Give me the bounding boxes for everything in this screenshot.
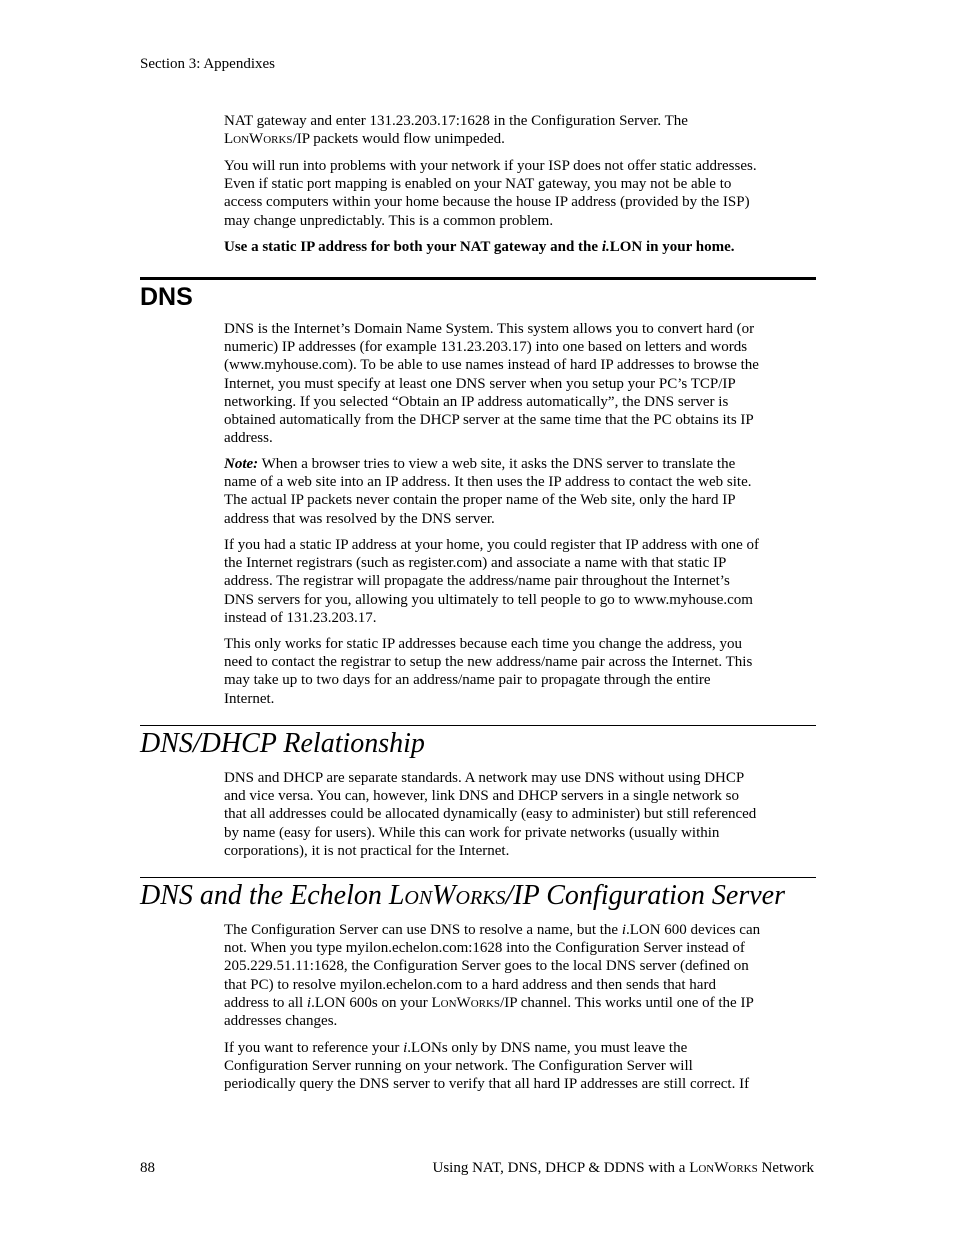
text-line: networking. If you selected “Obtain an IP address automatically”, the DNS server is	[224, 393, 729, 410]
text-line: may take up to two days for an address/name pair to propagate through the entire	[224, 672, 711, 689]
footer-run: Network	[757, 1160, 814, 1176]
note-label: Note:	[224, 456, 259, 472]
dns-paragraph-4	[224, 635, 804, 708]
text-run: If you want to reference your	[224, 1040, 404, 1056]
text-line: not. When you type myilon.echelon.com:1628 into the Configuration Server instead of	[224, 940, 745, 957]
text-run: The Configuration Server can use DNS to resolve a name, but the	[224, 922, 622, 938]
text-line: (www.myhouse.com). To be able to use names instead of hard IP addresses to browse the	[224, 357, 759, 374]
text-line: numeric) IP addresses (for example 131.23.203.17) into one based on letters and words	[224, 339, 748, 356]
text-line: access computers within your home because the house IP address (provided by the ISP)	[224, 194, 750, 211]
footer-run: Using NAT, DNS, DHCP & DDNS with a	[432, 1160, 690, 1176]
dns-paragraph-3	[224, 536, 804, 627]
text-run: i	[403, 1040, 408, 1056]
text-line: name of a web site into an IP address. It then uses the IP address to contact the web site.	[224, 474, 752, 491]
text-line: address that was resolved by the DNS server.	[224, 510, 495, 527]
lonworks-term: LonWorks	[431, 994, 501, 1011]
text-line: DNS servers for you, allowing you ultimately to tell people to go to www.myhouse.com	[224, 591, 753, 608]
text-line: that PC) to resolve myilon.echelon.com to a hard address and then sends that hard	[224, 976, 716, 993]
text-line: The actual IP packets never contain the proper name of the Web site, only the hard IP	[224, 492, 736, 509]
text-line: address. The registrar will propagate the address/name pair throughout the Internet’s	[224, 573, 730, 590]
running-header: Section 3: Appendixes	[140, 56, 275, 72]
text-line: corporations), it is not practical for the Internet.	[224, 842, 510, 859]
dhcp-paragraph	[224, 769, 804, 860]
text-run: .LON 600s on your	[311, 994, 432, 1011]
text-line: DNS and DHCP are separate standards. A network may use DNS without using DHCP	[224, 770, 745, 786]
text-line: Even if static port mapping is enabled on your NAT gateway, you may not be able to	[224, 176, 732, 193]
heading-run: /IP Configuration Server	[505, 880, 785, 911]
text-line: You will run into problems with your network if your ISP does not offer static addresses.	[224, 158, 757, 174]
dns-paragraph-1	[224, 320, 804, 447]
text-line: Internet.	[224, 690, 275, 707]
text-run: When a browser tries to view a web site, it asks the DNS server to translate the	[258, 456, 736, 472]
text-line: by name (easy for users). While this can work for private networks (usually within	[224, 824, 720, 841]
text-line: /IP packets would flow unimpeded.	[292, 131, 505, 148]
text-line: and vice versa. You can, however, link DNS and DHCP servers in a single network so	[224, 788, 740, 805]
text-run: Use a static IP address for both your NAT gateway and the	[224, 239, 602, 255]
echelon-paragraph-2	[224, 1039, 804, 1094]
text-run: /IP channel. This works until one of the IP	[500, 994, 754, 1011]
lonworks-term: LonWorks	[224, 131, 293, 148]
section-rule	[140, 725, 816, 726]
text-run: i	[306, 994, 312, 1011]
heading-dns-dhcp-relationship: DNS/DHCP Relationship	[140, 728, 425, 759]
text-line: may change unpredictably. This is a common problem.	[224, 212, 554, 229]
text-line: NAT gateway and enter 131.23.203.17:1628 in the Configuration Server. The	[224, 113, 688, 129]
section-rule	[140, 877, 816, 878]
text-line: DNS is the Internet’s Domain Name System. This system allows you to convert hard (or	[224, 321, 755, 337]
intro-paragraph-1	[224, 112, 804, 148]
dns-note-paragraph	[224, 455, 804, 528]
text-run: LON in your home.	[609, 239, 735, 255]
text-line: This only works for static IP addresses because each time you change the address, you	[224, 636, 743, 652]
lonworks-term: LonWorks	[388, 880, 506, 911]
text-line: 205.229.51.11:1628, the Configuration Server goes to the local DNS server (defined on	[224, 958, 749, 975]
heading-echelon-config-server	[140, 879, 785, 913]
text-line: address.	[224, 430, 273, 447]
echelon-paragraph-1	[224, 921, 804, 1030]
text-line: periodically query the DNS server to verify that all hard IP addresses are still correct. If	[224, 1076, 750, 1093]
text-line: instead of 131.23.203.17.	[224, 609, 377, 626]
text-line: that all addresses could be allocated dynamically (easy to administer) but still referenced	[224, 806, 757, 823]
text-line: obtained automatically from the DHCP server at the same time that the PC obtains its IP	[224, 412, 754, 429]
text-run: i	[621, 922, 626, 938]
text-run: address to all	[224, 994, 307, 1011]
running-footer-title	[433, 1160, 815, 1177]
heading-dns: DNS	[140, 283, 193, 311]
section-rule	[140, 277, 816, 280]
text-run: .LON 600 devices can	[625, 922, 761, 938]
text-run: .LONs only by DNS name, you must leave the	[407, 1040, 688, 1056]
text-line: Configuration Server running on your network. The Configuration Server will	[224, 1058, 693, 1075]
heading-run: DNS and the Echelon	[140, 880, 389, 911]
text-line: the Internet registrars (such as register.com) and associate a name with that static IP	[224, 555, 727, 572]
page-number: 88	[140, 1160, 155, 1176]
text-line: need to contact the registrar to setup the new address/name pair across the Internet. This	[224, 654, 753, 671]
text-line: Internet, you must specify at least one DNS server when you setup your PC’s TCP/IP	[224, 375, 736, 392]
intro-recommendation	[224, 238, 804, 256]
lonworks-term: LonWorks	[689, 1160, 758, 1176]
text-run: i.	[601, 239, 610, 255]
text-line: If you had a static IP address at your home, you could register that IP address with one of	[224, 537, 760, 553]
intro-paragraph-2	[224, 157, 804, 230]
text-line: addresses changes.	[224, 1013, 338, 1030]
